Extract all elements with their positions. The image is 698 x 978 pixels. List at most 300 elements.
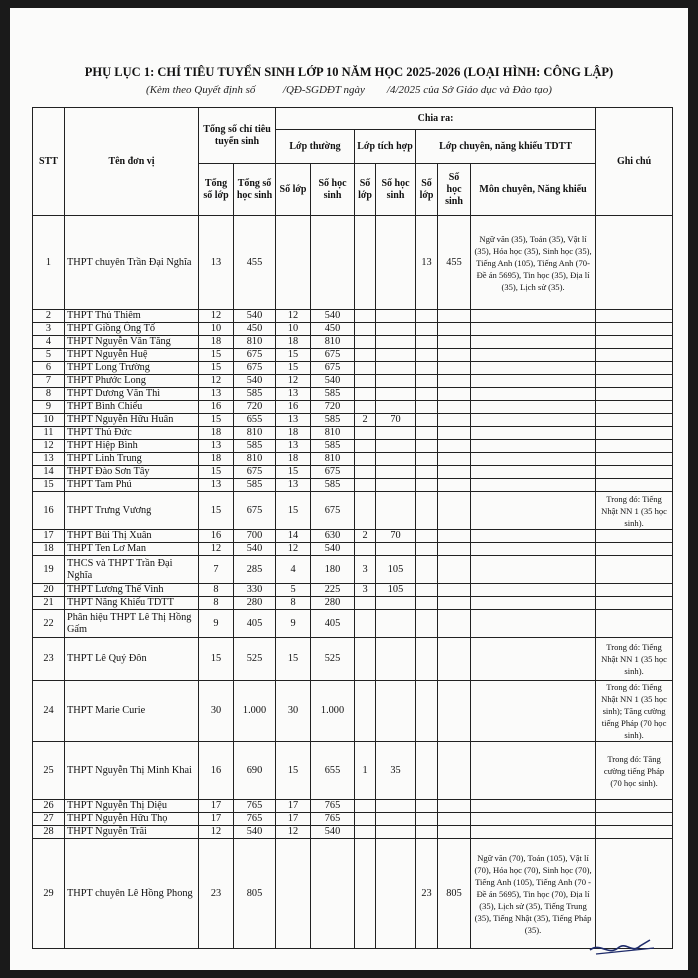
row-total-students: 1.000 (234, 681, 276, 742)
row-integrated-students (376, 427, 416, 440)
row-specialized-classes (416, 388, 438, 401)
row-specialized-students (438, 349, 471, 362)
row-unit-name: THPT Nguyễn Thị Diệu (65, 800, 199, 813)
row-integrated-students (376, 813, 416, 826)
row-specialized-students (438, 556, 471, 584)
row-regular-classes: 16 (276, 401, 311, 414)
row-specialized-classes (416, 414, 438, 427)
row-note (596, 466, 673, 479)
row-regular-students: 675 (311, 492, 355, 530)
row-integrated-classes: 3 (355, 556, 376, 584)
row-regular-students: 675 (311, 466, 355, 479)
row-note (596, 310, 673, 323)
row-total-classes: 17 (199, 813, 234, 826)
row-integrated-classes (355, 349, 376, 362)
row-unit-name: THPT Nguyễn Huệ (65, 349, 199, 362)
row-specialized-students (438, 530, 471, 543)
row-note (596, 388, 673, 401)
row-note (596, 440, 673, 453)
row-integrated-students (376, 543, 416, 556)
row-specialized-classes (416, 826, 438, 839)
row-specialized-subjects (471, 310, 596, 323)
row-regular-classes: 18 (276, 453, 311, 466)
table-row (33, 530, 673, 543)
row-stt: 1 (33, 216, 65, 310)
row-specialized-classes (416, 362, 438, 375)
row-total-classes: 8 (199, 584, 234, 597)
row-integrated-classes (355, 388, 376, 401)
row-stt: 21 (33, 597, 65, 610)
row-integrated-students (376, 681, 416, 742)
row-total-students: 675 (234, 349, 276, 362)
row-specialized-subjects: Ngữ văn (70), Toán (105), Vật lí (70), Hóa học (70), Sinh học (70), Tiếng Anh (105), Tiếng Anh (70 - Đề án 5695), Tin học (70), Địa lí (35), Lịch sử (35), Tiếng Trung (35), Tiếng Nhật (35), Tiếng Pháp (35). (471, 839, 596, 949)
row-regular-classes: 12 (276, 543, 311, 556)
row-total-students: 540 (234, 375, 276, 388)
table-row (33, 453, 673, 466)
row-note (596, 414, 673, 427)
row-unit-name: THPT Bình Chiểu (65, 401, 199, 414)
row-integrated-students (376, 336, 416, 349)
row-specialized-students (438, 800, 471, 813)
table-row (33, 310, 673, 323)
row-regular-students: 225 (311, 584, 355, 597)
row-regular-students: 540 (311, 826, 355, 839)
row-note (596, 453, 673, 466)
table-row (33, 216, 673, 310)
row-regular-classes: 12 (276, 310, 311, 323)
row-specialized-classes (416, 813, 438, 826)
row-note (596, 216, 673, 310)
row-integrated-classes (355, 479, 376, 492)
row-specialized-classes (416, 681, 438, 742)
row-specialized-classes (416, 800, 438, 813)
row-specialized-subjects (471, 440, 596, 453)
row-regular-classes: 13 (276, 479, 311, 492)
row-specialized-classes (416, 375, 438, 388)
row-note (596, 597, 673, 610)
row-total-students: 810 (234, 427, 276, 440)
row-total-classes: 12 (199, 310, 234, 323)
row-integrated-classes (355, 800, 376, 813)
row-unit-name: THPT Giồng Ông Tố (65, 323, 199, 336)
row-note (596, 323, 673, 336)
header-integrated-class: Lớp tích hợp (355, 130, 416, 164)
row-regular-students: 675 (311, 362, 355, 375)
row-regular-classes: 15 (276, 362, 311, 375)
document-page (10, 8, 688, 970)
row-integrated-classes (355, 362, 376, 375)
row-specialized-students (438, 742, 471, 800)
row-total-classes: 12 (199, 543, 234, 556)
row-specialized-subjects (471, 401, 596, 414)
table-row (33, 556, 673, 584)
row-specialized-subjects (471, 610, 596, 638)
row-stt: 17 (33, 530, 65, 543)
row-regular-students: 450 (311, 323, 355, 336)
row-regular-students: 525 (311, 638, 355, 681)
row-regular-classes (276, 216, 311, 310)
row-integrated-students: 70 (376, 530, 416, 543)
row-stt: 13 (33, 453, 65, 466)
row-specialized-students (438, 610, 471, 638)
row-specialized-students (438, 336, 471, 349)
row-integrated-students (376, 466, 416, 479)
row-total-students: 810 (234, 453, 276, 466)
row-regular-classes: 15 (276, 492, 311, 530)
row-total-students: 810 (234, 336, 276, 349)
row-total-students: 765 (234, 800, 276, 813)
row-specialized-subjects (471, 826, 596, 839)
table-row (33, 375, 673, 388)
row-stt: 14 (33, 466, 65, 479)
row-specialized-classes (416, 742, 438, 800)
row-unit-name: THPT Long Trường (65, 362, 199, 375)
header-integrated-classes: Số lớp (355, 164, 376, 216)
row-specialized-classes (416, 638, 438, 681)
row-total-students: 720 (234, 401, 276, 414)
row-stt: 29 (33, 839, 65, 949)
header-specialized-classes: Số lớp (416, 164, 438, 216)
row-specialized-subjects (471, 681, 596, 742)
signature-mark (588, 928, 658, 962)
row-integrated-students (376, 839, 416, 949)
row-regular-students (311, 839, 355, 949)
row-specialized-subjects (471, 556, 596, 584)
table-row (33, 839, 673, 949)
row-specialized-classes (416, 349, 438, 362)
row-regular-students: 405 (311, 610, 355, 638)
row-total-classes: 16 (199, 530, 234, 543)
row-total-classes: 13 (199, 440, 234, 453)
row-regular-classes: 18 (276, 336, 311, 349)
table-row (33, 349, 673, 362)
row-total-classes: 12 (199, 826, 234, 839)
row-total-students: 765 (234, 813, 276, 826)
header-total-students: Tổng số học sinh (234, 164, 276, 216)
row-integrated-students (376, 216, 416, 310)
row-stt: 9 (33, 401, 65, 414)
row-specialized-students (438, 388, 471, 401)
row-total-classes: 13 (199, 216, 234, 310)
row-stt: 24 (33, 681, 65, 742)
row-specialized-subjects: Ngữ văn (35), Toán (35), Vật lí (35), Hóa học (35), Sinh học (35), Tiếng Anh (105), Tiếng Anh (70- Đề án 5695), Tin học (35), Địa lí (35), Lịch sử (35). (471, 216, 596, 310)
row-total-classes: 15 (199, 414, 234, 427)
row-note (596, 530, 673, 543)
row-specialized-classes (416, 597, 438, 610)
header-unit-name: Tên đơn vị (65, 108, 199, 216)
row-total-classes: 12 (199, 375, 234, 388)
row-regular-students: 765 (311, 813, 355, 826)
row-integrated-classes: 3 (355, 584, 376, 597)
row-stt: 7 (33, 375, 65, 388)
row-specialized-subjects (471, 453, 596, 466)
row-integrated-students: 105 (376, 584, 416, 597)
row-specialized-subjects (471, 530, 596, 543)
row-total-students: 675 (234, 466, 276, 479)
table-row (33, 492, 673, 530)
row-integrated-students: 105 (376, 556, 416, 584)
row-total-classes: 15 (199, 638, 234, 681)
row-regular-classes: 14 (276, 530, 311, 543)
row-specialized-students (438, 584, 471, 597)
row-integrated-students (376, 440, 416, 453)
row-regular-students (311, 216, 355, 310)
row-regular-students: 810 (311, 453, 355, 466)
row-specialized-subjects (471, 638, 596, 681)
row-integrated-classes (355, 543, 376, 556)
row-total-classes: 30 (199, 681, 234, 742)
row-total-classes: 15 (199, 466, 234, 479)
row-note (596, 800, 673, 813)
header-regular-students: Số học sinh (311, 164, 355, 216)
row-total-classes: 16 (199, 742, 234, 800)
row-regular-classes: 15 (276, 638, 311, 681)
row-unit-name: THPT Nguyễn Văn Tăng (65, 336, 199, 349)
row-note (596, 362, 673, 375)
row-specialized-students (438, 492, 471, 530)
row-total-students: 280 (234, 597, 276, 610)
row-specialized-classes (416, 310, 438, 323)
row-integrated-classes (355, 610, 376, 638)
row-specialized-subjects (471, 388, 596, 401)
row-total-classes: 18 (199, 427, 234, 440)
row-specialized-classes: 13 (416, 216, 438, 310)
row-integrated-classes (355, 813, 376, 826)
row-total-classes: 15 (199, 362, 234, 375)
table-row (33, 610, 673, 638)
row-specialized-classes (416, 479, 438, 492)
row-unit-name: THCS và THPT Trần Đại Nghĩa (65, 556, 199, 584)
row-specialized-students (438, 440, 471, 453)
row-total-classes: 13 (199, 388, 234, 401)
row-regular-students: 540 (311, 375, 355, 388)
row-specialized-students (438, 414, 471, 427)
row-note: Trong đó: Tăng cường tiếng Pháp (70 học sinh). (596, 742, 673, 800)
row-regular-students: 585 (311, 414, 355, 427)
row-stt: 27 (33, 813, 65, 826)
row-total-students: 585 (234, 440, 276, 453)
table-row (33, 800, 673, 813)
row-regular-classes: 30 (276, 681, 311, 742)
row-note (596, 375, 673, 388)
row-total-classes: 23 (199, 839, 234, 949)
row-specialized-subjects (471, 543, 596, 556)
row-specialized-subjects (471, 466, 596, 479)
row-unit-name: THPT Phước Long (65, 375, 199, 388)
row-unit-name: THPT Nguyễn Trãi (65, 826, 199, 839)
row-specialized-classes (416, 556, 438, 584)
row-stt: 10 (33, 414, 65, 427)
row-integrated-classes (355, 681, 376, 742)
quota-table (32, 107, 673, 949)
row-specialized-students (438, 479, 471, 492)
row-note (596, 427, 673, 440)
row-stt: 26 (33, 800, 65, 813)
row-regular-students: 585 (311, 388, 355, 401)
row-integrated-students (376, 401, 416, 414)
row-regular-classes: 13 (276, 440, 311, 453)
row-regular-classes: 13 (276, 388, 311, 401)
row-total-classes: 8 (199, 597, 234, 610)
row-regular-students: 675 (311, 349, 355, 362)
row-unit-name: THPT Lê Quý Đôn (65, 638, 199, 681)
row-regular-students: 630 (311, 530, 355, 543)
row-integrated-classes (355, 216, 376, 310)
table-row (33, 638, 673, 681)
header-note: Ghi chú (596, 108, 673, 216)
row-specialized-students (438, 543, 471, 556)
row-stt: 23 (33, 638, 65, 681)
row-stt: 20 (33, 584, 65, 597)
row-stt: 16 (33, 492, 65, 530)
row-regular-classes: 12 (276, 826, 311, 839)
row-specialized-students (438, 466, 471, 479)
row-specialized-subjects (471, 813, 596, 826)
row-regular-students: 540 (311, 310, 355, 323)
row-specialized-subjects (471, 800, 596, 813)
row-stt: 12 (33, 440, 65, 453)
row-integrated-classes (355, 453, 376, 466)
row-specialized-classes (416, 610, 438, 638)
row-specialized-students (438, 427, 471, 440)
row-specialized-students (438, 826, 471, 839)
row-specialized-students (438, 362, 471, 375)
row-note (596, 349, 673, 362)
row-integrated-students (376, 492, 416, 530)
row-integrated-students (376, 323, 416, 336)
table-row (33, 336, 673, 349)
row-unit-name: THPT Tam Phú (65, 479, 199, 492)
row-specialized-students (438, 681, 471, 742)
row-total-classes: 15 (199, 492, 234, 530)
table-row (33, 584, 673, 597)
table-row (33, 414, 673, 427)
row-total-students: 675 (234, 492, 276, 530)
row-regular-students: 585 (311, 440, 355, 453)
row-integrated-students (376, 638, 416, 681)
row-regular-classes (276, 839, 311, 949)
row-regular-classes: 12 (276, 375, 311, 388)
header-specialized-class: Lớp chuyên, năng khiếu TDTT (416, 130, 596, 164)
row-total-classes: 18 (199, 453, 234, 466)
row-note (596, 584, 673, 597)
row-specialized-classes (416, 530, 438, 543)
row-specialized-classes (416, 401, 438, 414)
row-integrated-students (376, 610, 416, 638)
row-note (596, 336, 673, 349)
row-specialized-subjects (471, 362, 596, 375)
row-stt: 11 (33, 427, 65, 440)
row-unit-name: THPT Marie Curie (65, 681, 199, 742)
row-specialized-students (438, 401, 471, 414)
row-specialized-subjects (471, 414, 596, 427)
header-integrated-students: Số học sinh (376, 164, 416, 216)
row-regular-classes: 4 (276, 556, 311, 584)
row-regular-classes: 10 (276, 323, 311, 336)
header-stt: STT (33, 108, 65, 216)
row-specialized-subjects (471, 427, 596, 440)
row-integrated-students (376, 375, 416, 388)
row-regular-students: 765 (311, 800, 355, 813)
row-stt: 8 (33, 388, 65, 401)
row-specialized-subjects (471, 479, 596, 492)
row-specialized-subjects (471, 597, 596, 610)
row-unit-name: THPT chuyên Trần Đại Nghĩa (65, 216, 199, 310)
row-integrated-classes: 2 (355, 414, 376, 427)
row-regular-classes: 15 (276, 466, 311, 479)
row-total-students: 700 (234, 530, 276, 543)
row-unit-name: THPT Dương Văn Thì (65, 388, 199, 401)
row-unit-name: THPT Đào Sơn Tây (65, 466, 199, 479)
row-specialized-classes (416, 492, 438, 530)
row-specialized-subjects (471, 742, 596, 800)
row-regular-students: 540 (311, 543, 355, 556)
header-total-classes: Tổng số lớp (199, 164, 234, 216)
row-integrated-classes (355, 826, 376, 839)
row-integrated-students (376, 597, 416, 610)
row-integrated-students (376, 826, 416, 839)
row-note (596, 479, 673, 492)
header-regular-class: Lớp thường (276, 130, 355, 164)
row-unit-name: THPT Bùi Thị Xuân (65, 530, 199, 543)
table-row (33, 440, 673, 453)
row-specialized-classes (416, 543, 438, 556)
row-total-students: 540 (234, 310, 276, 323)
document-subtitle: (Kèm theo Quyết định số /QĐ-SGDĐT ngày /4/2025 của Sở Giáo dục và Đào tạo) (146, 84, 552, 96)
row-regular-classes: 17 (276, 800, 311, 813)
row-stt: 6 (33, 362, 65, 375)
row-regular-classes: 8 (276, 597, 311, 610)
row-integrated-students (376, 349, 416, 362)
row-regular-classes: 9 (276, 610, 311, 638)
row-specialized-classes (416, 584, 438, 597)
row-note (596, 556, 673, 584)
table-row (33, 681, 673, 742)
row-integrated-classes (355, 336, 376, 349)
row-unit-name: THPT Nguyễn Hữu Thọ (65, 813, 199, 826)
row-stt: 22 (33, 610, 65, 638)
row-total-students: 585 (234, 388, 276, 401)
row-total-classes: 18 (199, 336, 234, 349)
row-note (596, 826, 673, 839)
table-row (33, 427, 673, 440)
row-specialized-subjects (471, 323, 596, 336)
row-stt: 2 (33, 310, 65, 323)
table-row (33, 597, 673, 610)
table-row (33, 323, 673, 336)
row-total-classes: 9 (199, 610, 234, 638)
row-integrated-classes (355, 597, 376, 610)
row-stt: 15 (33, 479, 65, 492)
row-regular-students: 585 (311, 479, 355, 492)
row-specialized-students (438, 310, 471, 323)
row-regular-classes: 15 (276, 349, 311, 362)
row-regular-classes: 5 (276, 584, 311, 597)
row-unit-name: THPT Nguyễn Hữu Huân (65, 414, 199, 427)
header-regular-classes: Số lớp (276, 164, 311, 216)
row-integrated-classes (355, 638, 376, 681)
document-title: PHỤ LỤC 1: CHỈ TIÊU TUYỂN SINH LỚP 10 NĂM HỌC 2025-2026 (LOẠI HÌNH: CÔNG LẬP) (84, 65, 614, 79)
row-specialized-students (438, 453, 471, 466)
row-note (596, 543, 673, 556)
row-specialized-students: 805 (438, 839, 471, 949)
row-integrated-students (376, 388, 416, 401)
row-regular-students: 1.000 (311, 681, 355, 742)
row-note: Trong đó: Tiếng Nhật NN 1 (35 học sinh); Tăng cường tiếng Pháp (70 học sinh). (596, 681, 673, 742)
row-specialized-subjects (471, 349, 596, 362)
row-integrated-classes (355, 401, 376, 414)
row-stt: 5 (33, 349, 65, 362)
